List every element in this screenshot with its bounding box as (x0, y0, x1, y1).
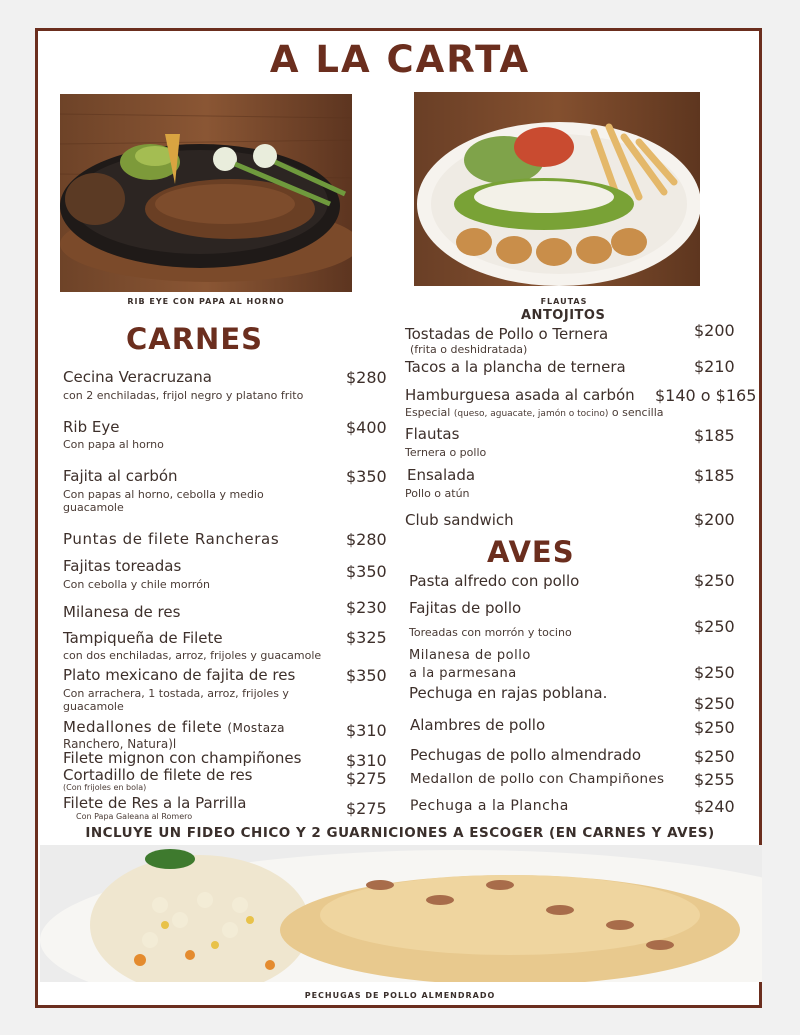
carnes-title: CARNES (126, 322, 264, 356)
aves-item-price: $250 (694, 718, 735, 737)
flautas-caption: FLAUTAS (540, 297, 588, 306)
carnes-item-price: $325 (346, 628, 387, 647)
aves-item-price: $240 (694, 797, 735, 816)
antojitos-item-desc: Ternera o pollo (405, 446, 487, 459)
carnes-item-desc: Con arrachera, 1 tostada, arroz, frijoles y guacamole (63, 687, 289, 713)
carnes-item-desc: Con papas al horno, cebolla y medio guacamole (63, 488, 264, 514)
ribeye-photo (60, 94, 352, 292)
antojitos-item-name: Club sandwich (405, 511, 514, 529)
antojitos-desc-a: Especial (405, 406, 451, 419)
antojitos-desc-c: o sencilla (611, 406, 664, 419)
carnes-item-price: $280 (346, 368, 387, 387)
pechugas-caption: PECHUGAS DE POLLO ALMENDRADO (304, 991, 496, 1000)
carnes-item-name: Filete de Res a la Parrilla (63, 794, 247, 812)
aves-item-price: $250 (694, 747, 735, 766)
antojitos-item-price: $200 (694, 321, 735, 340)
carnes-item-price: $230 (346, 598, 387, 617)
carnes-item-name-note: (Mostaza (227, 721, 285, 735)
carnes-item-desc: con 2 enchiladas, frijol negro y platano frito (63, 389, 304, 402)
carnes-item-price: $350 (346, 467, 387, 486)
carnes-item-desc: Ranchero, Natura)l (63, 737, 177, 751)
antojitos-item-name: Tostadas de Pollo o Ternera (405, 325, 609, 343)
carnes-item-price: $400 (346, 418, 387, 437)
carnes-item-price: $275 (346, 799, 387, 818)
antojitos-item-desc: Pollo o atún (405, 487, 470, 500)
aves-item-name: Pechuga a la Plancha (410, 798, 569, 814)
carnes-item-price: $350 (346, 666, 387, 685)
carnes-item-desc: (Con frijoles en bola) (63, 783, 147, 792)
antojitos-item-name: Ensalada (407, 466, 476, 484)
carnes-item-price: $275 (346, 769, 387, 788)
carnes-item-name: Cortadillo de filete de res (63, 766, 253, 784)
carnes-item-name: Milanesa de res (63, 603, 181, 621)
antojitos-item-price: $185 (694, 466, 735, 485)
antojitos-item-name: Tacos a la plancha de ternera (405, 358, 626, 376)
aves-item-price: $250 (694, 663, 735, 682)
antojitos-item-name: Hamburguesa asada al carbón (405, 386, 635, 404)
aves-item-price: $250 (694, 571, 735, 590)
aves-item-name: Pechuga en rajas poblana. (409, 684, 608, 702)
carnes-item-desc: Con Papa Galeana al Romero (76, 812, 193, 821)
includes-banner: INCLUYE UN FIDEO CHICO Y 2 GUARNICIONES A ESCOGER (EN CARNES Y AVES) (85, 825, 715, 841)
aves-item-price: $255 (694, 770, 735, 789)
aves-item-name: Alambres de pollo (410, 716, 546, 734)
antojitos-item-desc (405, 406, 664, 421)
pechugas-photo (40, 845, 762, 982)
carnes-item-name: Plato mexicano de fajita de res (63, 666, 296, 684)
aves-item-name: Pechugas de pollo almendrado (410, 746, 642, 764)
carnes-item-desc: Con cebolla y chile morrón (63, 578, 210, 591)
antojitos-item-price: $185 (694, 426, 735, 445)
antojitos-desc-b: (queso, aguacate, jamón o tocino) (453, 409, 609, 419)
flautas-photo (414, 92, 700, 286)
antojitos-item-desc: (frita o deshidratada) (410, 343, 528, 356)
carnes-item-name: Tampiqueña de Filete (63, 629, 223, 647)
menu-title: A LA CARTA (269, 38, 531, 81)
antojitos-item-price: $210 (694, 357, 735, 376)
carnes-item-price: $310 (346, 721, 387, 740)
antojitos-item-price: $140 o $165 (655, 386, 757, 405)
carnes-item-name: Rib Eye (63, 418, 120, 436)
aves-item-name: Pasta alfredo con pollo (409, 572, 580, 590)
carnes-item-desc: Con papa al horno (63, 438, 164, 451)
aves-item-name: Milanesa de pollo (409, 648, 531, 663)
antojitos-item-price: $200 (694, 510, 735, 529)
carnes-item-name (63, 718, 285, 736)
aves-item-desc: Toreadas con morrón y tocino (409, 626, 572, 639)
aves-item-price: $250 (694, 694, 735, 713)
carnes-item-name: Fajita al carbón (63, 467, 178, 485)
carnes-item-name: Puntas de filete Rancheras (63, 530, 280, 548)
carnes-item-name: Filete mignon con champiñones (63, 749, 302, 767)
aves-item-name-line2: a la parmesana (409, 666, 517, 681)
carnes-item-desc: con dos enchiladas, arroz, frijoles y guacamole (63, 649, 322, 662)
aves-item-name: Medallon de pollo con Champiñones (410, 771, 665, 787)
carnes-item-price: $350 (346, 562, 387, 581)
carnes-item-name-text: Medallones de filete (63, 718, 223, 736)
carnes-item-price: $310 (346, 751, 387, 770)
carnes-item-name: Fajitas toreadas (63, 557, 182, 575)
antojitos-title: ANTOJITOS (521, 308, 606, 323)
carnes-item-price: $280 (346, 530, 387, 549)
aves-item-price: $250 (694, 617, 735, 636)
antojitos-item-name: Flautas (405, 425, 460, 443)
aves-item-name: Fajitas de pollo (409, 599, 522, 617)
aves-title: AVES (487, 535, 575, 569)
carnes-item-name: Cecina Veracruzana (63, 368, 212, 386)
ribeye-caption: RIB EYE CON PAPA AL HORNO (127, 297, 285, 306)
